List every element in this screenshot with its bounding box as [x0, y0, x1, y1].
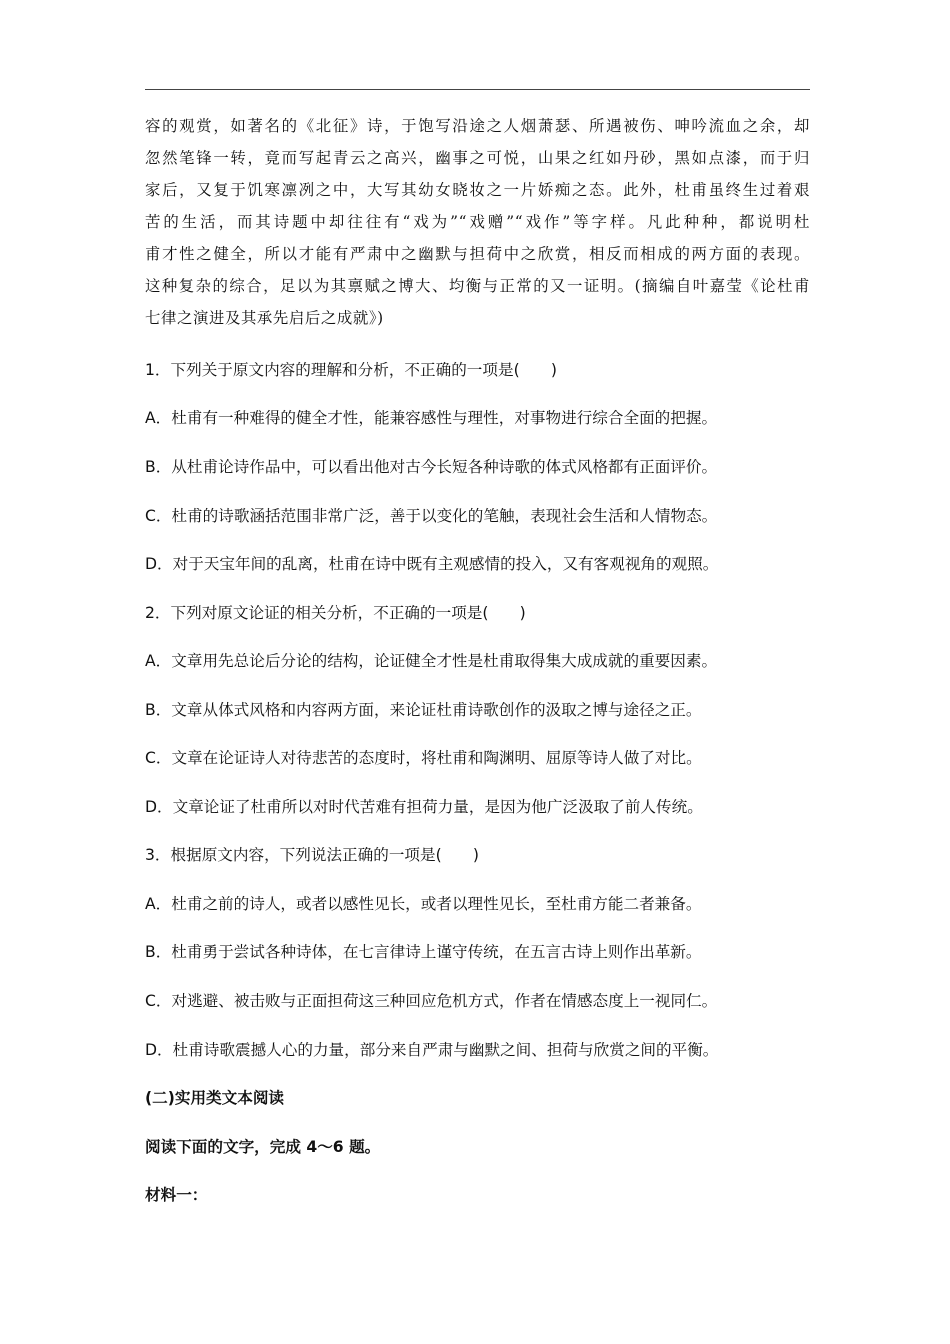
section-heading: (二)实用类文本阅读	[145, 1089, 285, 1107]
passage-line: 七律之演进及其承先启后之成就》)	[145, 309, 384, 327]
question-2-stem: 2．下列对原文论证的相关分析，不正确的一项是( )	[145, 604, 526, 622]
question-1-option-a: A．杜甫有一种难得的健全才性，能兼容感性与理性，对事物进行综合全面的把握。	[145, 409, 718, 427]
question-3-option-d: D．杜甫诗歌震撼人心的力量，部分来自严肃与幽默之间、担荷与欣赏之间的平衡。	[145, 1041, 719, 1059]
question-1-option-d: D．对于天宝年间的乱离，杜甫在诗中既有主观感情的投入，又有客观视角的观照。	[145, 555, 719, 573]
question-3-stem: 3．根据原文内容，下列说法正确的一项是( )	[145, 846, 479, 864]
passage-line: 这种复杂的综合，足以为其禀赋之博大、均衡与正常的又一证明。(摘编自叶嘉莹《论杜甫	[145, 277, 810, 295]
section-instruction: 阅读下面的文字，完成 4～6 题。	[145, 1138, 381, 1156]
question-2-option-a: A．文章用先总论后分论的结构，论证健全才性是杜甫取得集大成成就的重要因素。	[145, 652, 718, 670]
passage-line: 忽然笔锋一转，竟而写起青云之高兴，幽事之可悦，山果之红如丹砂，黑如点漆，而于归	[145, 149, 810, 167]
passage-text	[145, 110, 810, 334]
passage-line: 家后，又复于饥寒凛冽之中，大写其幼女晓妆之一片娇痴之态。此外，杜甫虽终生过着艰	[145, 181, 810, 199]
material-label: 材料一：	[145, 1186, 208, 1204]
question-3-option-c: C．对逃避、被击败与正面担荷这三种回应危机方式，作者在情感态度上一视同仁。	[145, 992, 718, 1010]
passage-line: 甫才性之健全，所以才能有严肃中之幽默与担荷中之欣赏，相反而相成的两方面的表现。	[145, 245, 810, 263]
passage-line: 苦的生活，而其诗题中却往往有“戏为”“戏赠”“戏作”等字样。凡此种种，都说明杜	[145, 213, 810, 231]
question-2-option-b: B．文章从体式风格和内容两方面，来论证杜甫诗歌创作的汲取之博与途径之正。	[145, 701, 702, 719]
question-3-option-b: B．杜甫勇于尝试各种诗体，在七言律诗上谨守传统，在五言古诗上则作出革新。	[145, 943, 702, 961]
question-1-option-c: C．杜甫的诗歌涵括范围非常广泛，善于以变化的笔触，表现社会生活和人情物态。	[145, 507, 718, 525]
question-3-option-a: A．杜甫之前的诗人，或者以感性见长，或者以理性见长，至杜甫方能二者兼备。	[145, 895, 702, 913]
question-2-option-c: C．文章在论证诗人对待悲苦的态度时，将杜甫和陶渊明、屈原等诗人做了对比。	[145, 749, 702, 767]
question-2-option-d: D．文章论证了杜甫所以对时代苦难有担荷力量，是因为他广泛汲取了前人传统。	[145, 798, 703, 816]
question-1-option-b: B．从杜甫论诗作品中，可以看出他对古今长短各种诗歌的体式风格都有正面评价。	[145, 458, 718, 476]
passage-line: 容的观赏，如著名的《北征》诗，于饱写沿途之人烟萧瑟、所遇被伤、呻吟流血之余，却	[145, 117, 810, 135]
header-rule	[145, 89, 810, 90]
question-1-stem: 1．下列关于原文内容的理解和分析，不正确的一项是( )	[145, 361, 557, 379]
